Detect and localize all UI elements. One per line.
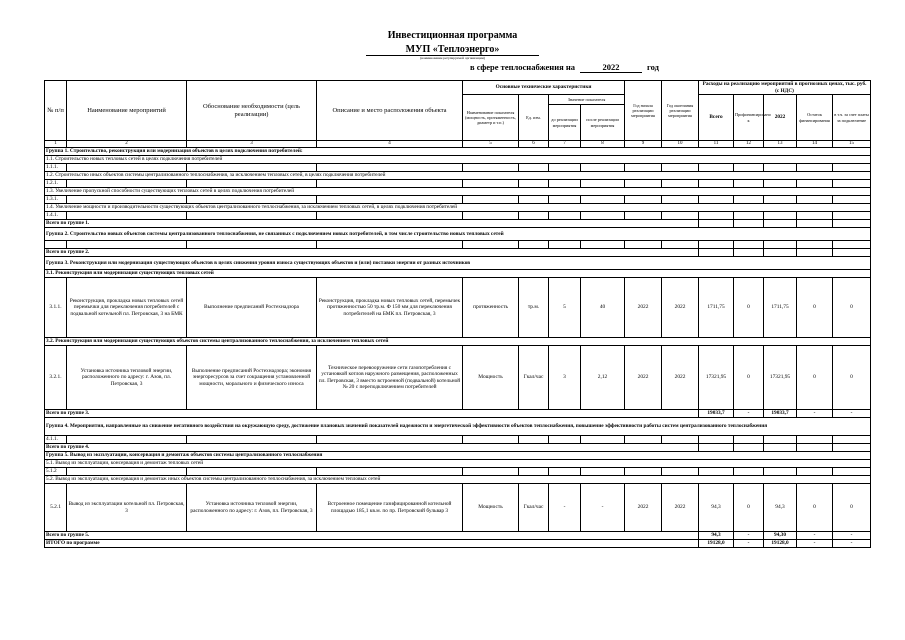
table-cell: 10: [662, 141, 699, 148]
table-cell: [549, 241, 581, 249]
table-cell: [797, 468, 833, 476]
table-cell: [625, 196, 662, 204]
table-cell: [187, 241, 317, 249]
table-cell: [734, 436, 764, 444]
table-cell: Установка источника тепловой энергии, расположенного по адресу: г. Азов, пл. Петровская, 3: [67, 346, 187, 410]
investment-program-table: [44, 80, 871, 548]
table-cell: [699, 444, 734, 452]
table-cell: 94,3: [764, 484, 797, 532]
col-2022: 2022: [764, 95, 797, 141]
table-cell: [734, 164, 764, 172]
table-cell: [519, 468, 549, 476]
table-row: [45, 228, 871, 241]
col-description: Описание и место расположения объекта: [317, 81, 463, 141]
col-remaining: Остаток финансирования: [797, 95, 833, 141]
table-cell: [463, 180, 519, 188]
table-cell: 2: [67, 141, 187, 148]
table-cell: -: [581, 484, 625, 532]
table-cell: [463, 468, 519, 476]
table-cell: [519, 241, 549, 249]
table-cell: [833, 249, 871, 257]
table-cell: [549, 196, 581, 204]
table-cell: [797, 180, 833, 188]
table-cell: [764, 436, 797, 444]
table-cell: [549, 212, 581, 220]
document-title: Инвестиционная программа: [387, 30, 518, 41]
table-cell: протяженность: [463, 278, 519, 338]
table-cell: [187, 180, 317, 188]
table-cell: [45, 241, 67, 249]
col-funded: Профинансировано к: [734, 95, 764, 141]
table-cell: [662, 180, 699, 188]
group-3-total-row: Всего по группе 3. 19033,7 - 19033,7 - -: [45, 410, 871, 418]
table-cell: 0: [734, 278, 764, 338]
table-cell: [317, 468, 463, 476]
table-cell: [797, 444, 833, 452]
table-cell: 3.1.1.: [45, 278, 67, 338]
table-cell: [581, 212, 625, 220]
group-3-title: Группа 3. Реконструкция или модернизация существующих объектов в целях снижения уровня износа существующих объектов и (или) поставки энергии от разных источников: [45, 257, 871, 270]
table-row: [45, 241, 871, 249]
section-5-1: 5.1. Вывод из эксплуатации, консервация и демонтаж тепловых сетей: [45, 460, 871, 468]
table-cell: -: [797, 540, 833, 548]
table-row: [45, 148, 871, 156]
table-row: [45, 156, 871, 164]
table-cell: [625, 180, 662, 188]
table-cell: [519, 212, 549, 220]
table-cell: [519, 436, 549, 444]
table-cell: [67, 196, 187, 204]
table-cell: [67, 212, 187, 220]
table-cell: 5.2.1: [45, 484, 67, 532]
col-values-group: Значение показателя: [549, 95, 625, 105]
table-cell: [463, 241, 519, 249]
table-cell: Реконструкция, прокладка новых тепловых сетей перемычки для переключения потребителей с подвальной котельной пл. Петровская, 3 на БМК: [67, 278, 187, 338]
table-row: [45, 204, 871, 212]
table-cell: [734, 180, 764, 188]
col-unit: Ед. изм.: [519, 95, 549, 141]
table-cell: [519, 180, 549, 188]
table-cell: [764, 212, 797, 220]
table-cell: 94,30: [764, 532, 797, 540]
table-cell: [581, 164, 625, 172]
section-3-2: 3.2. Реконструкция или модернизация существующих объектов системы централизованного теплоснабжения, за исключением тепловых сетей: [45, 338, 871, 346]
table-row: [45, 418, 871, 436]
table-cell: -: [833, 540, 871, 548]
table-cell: 0: [797, 278, 833, 338]
section-3-1: 3.1. Реконструкция или модернизация существующих тепловых сетей: [45, 270, 871, 278]
table-cell: [519, 196, 549, 204]
table-cell: 2022: [625, 346, 662, 410]
table-cell: [67, 180, 187, 188]
table-cell: 94,3: [699, 532, 734, 540]
table-cell: тр.м.: [519, 278, 549, 338]
col-before: до реализации мероприятия: [549, 105, 581, 141]
table-cell: [797, 220, 833, 228]
table-cell: [699, 249, 734, 257]
table-cell: [67, 436, 187, 444]
table-cell: [549, 436, 581, 444]
table-cell: 0: [833, 278, 871, 338]
table-cell: Выполнение предписаний Ростехнадзора; экономия энергоресурсов за счет сокращения установленной мощности, морального и физического износа: [187, 346, 317, 410]
table-cell: -: [797, 410, 833, 418]
table-cell: [317, 180, 463, 188]
table-cell: [625, 164, 662, 172]
table-cell: 4: [317, 141, 463, 148]
table-cell: [662, 196, 699, 204]
table-cell: [317, 196, 463, 204]
table-cell: [797, 212, 833, 220]
table-cell: [699, 220, 734, 228]
table-cell: Мощность: [463, 484, 519, 532]
table-cell: 2,12: [581, 346, 625, 410]
table-cell: [734, 212, 764, 220]
table-cell: 6: [519, 141, 549, 148]
table-cell: -: [734, 540, 764, 548]
table-cell: [699, 468, 734, 476]
group-5-total-row: Всего по группе 5. 94,3 - 94,30 - -: [45, 532, 871, 540]
table-cell: 11: [699, 141, 734, 148]
table-cell: -: [797, 532, 833, 540]
section-1-3: 1.3. Увеличение пропускной способности существующих тепловых сетей в целях подключения потребителей: [45, 188, 871, 196]
table-cell: 2022: [662, 278, 699, 338]
table-cell: [833, 220, 871, 228]
table-cell: Реконструкция, прокладка новых тепловых сетей, перемычек протяженностью 50 тр.м. Ф 150 мм для переключения потребителей на БМК пл. Петровская, 3: [317, 278, 463, 338]
table-cell: [764, 220, 797, 228]
table-cell: 0: [734, 346, 764, 410]
section-1-2: 1.2. Строительство иных объектов системы централизованного теплоснабжения, за исключением тепловых сетей, в целях подключения потребителей: [45, 172, 871, 180]
table-cell: 17321,95: [764, 346, 797, 410]
program-year: 2022: [580, 62, 642, 73]
col-costs-group: Расходы на реализацию мероприятий в прогнозных ценах, тыс. руб. (с НДС): [699, 81, 871, 95]
table-cell: 2022: [662, 346, 699, 410]
organization-name: МУП «Теплоэнерго»: [0, 44, 905, 56]
table-cell: 3: [549, 346, 581, 410]
table-cell: 2022: [662, 484, 699, 532]
table-cell: [581, 241, 625, 249]
table-cell: [699, 164, 734, 172]
table-cell: [699, 436, 734, 444]
table-cell: [187, 164, 317, 172]
table-cell: [833, 436, 871, 444]
table-cell: [67, 241, 187, 249]
table-cell: [67, 468, 187, 476]
table-cell: 5: [549, 278, 581, 338]
group-2-title: Группа 2. Строительство новых объектов системы централизованного теплоснабжения, не связанных с подключением новых потребителей, в том числе строительство новых тепловых сетей: [45, 228, 871, 241]
table-cell: -: [833, 410, 871, 418]
table-cell: 0: [734, 484, 764, 532]
table-cell: [734, 196, 764, 204]
table-cell: [699, 241, 734, 249]
col-after: после реализации мероприятия: [581, 105, 625, 141]
table-cell: [662, 212, 699, 220]
table-cell: -: [549, 484, 581, 532]
col-year-end: Год окончания реализации мероприятия: [662, 81, 699, 141]
table-cell: [67, 164, 187, 172]
table-cell: [699, 196, 734, 204]
table-cell: [734, 468, 764, 476]
table-cell: [833, 468, 871, 476]
table-cell: [581, 180, 625, 188]
col-year-start: Год начала реализации мероприятия: [625, 81, 662, 141]
group-1-total-row: Всего по группе 1.: [45, 220, 871, 228]
col-tech-group: Основные технические характеристики: [463, 81, 625, 95]
column-numbers-row: [45, 141, 871, 148]
col-incl-debt: в т.ч. за счет платы за подключение: [833, 95, 871, 141]
table-cell: Выполнение предписаний Ростехнадзора: [187, 278, 317, 338]
table-row: [45, 338, 871, 346]
table-row: 1.2.1.: [45, 180, 871, 188]
col-justification: Обоснование необходимости (цель реализации): [187, 81, 317, 141]
table-cell: [317, 212, 463, 220]
table-cell: [797, 241, 833, 249]
group-4-total-row: Всего по группе 4.: [45, 444, 871, 452]
table-cell: 0: [833, 484, 871, 532]
table-cell: [833, 164, 871, 172]
table-cell: -: [734, 410, 764, 418]
table-cell: 40: [581, 278, 625, 338]
table-cell: [734, 249, 764, 257]
organization-note: (наименование регулируемой организации): [420, 56, 485, 60]
section-1-4: 1.4. Увеличение мощности и производительности существующих объектов централизованного теплоснабжения, за исключением тепловых сетей, в целях подключения потребителей: [45, 204, 871, 212]
table-cell: [797, 249, 833, 257]
table-row: 4.1.1.: [45, 436, 871, 444]
table-cell: 2022: [625, 484, 662, 532]
table-cell: 1711,75: [764, 278, 797, 338]
table-cell: [764, 249, 797, 257]
table-cell: [317, 164, 463, 172]
table-cell: [463, 164, 519, 172]
col-total: Всего: [699, 95, 734, 141]
table-cell: 0: [833, 346, 871, 410]
table-cell: 3.2.1.: [45, 346, 67, 410]
table-cell: 1: [45, 141, 67, 148]
table-cell: 19033,7: [764, 410, 797, 418]
group-1-title: Группа 1. Строительство, реконструкция или модернизация объектов в целях подключения потребителей:: [45, 148, 871, 156]
table-cell: [734, 444, 764, 452]
table-cell: [699, 180, 734, 188]
table-row: [45, 257, 871, 270]
table-cell: 2022: [625, 278, 662, 338]
table-cell: [734, 220, 764, 228]
table-cell: -: [833, 532, 871, 540]
table-cell: 0: [797, 484, 833, 532]
table-cell: [187, 468, 317, 476]
table-row: 1.4.1.: [45, 212, 871, 220]
table-cell: [581, 196, 625, 204]
table-cell: [549, 468, 581, 476]
table-cell: [764, 180, 797, 188]
table-cell: Гкал/час: [519, 346, 549, 410]
col-indicator: Наименование показателя (мощность, протяженность, диаметр и т.п.): [463, 95, 519, 141]
table-cell: [833, 180, 871, 188]
table-row: [45, 172, 871, 180]
table-cell: 5: [463, 141, 519, 148]
table-row: [45, 81, 871, 95]
table-cell: 19033,7: [699, 410, 734, 418]
table-cell: [662, 241, 699, 249]
table-cell: [317, 241, 463, 249]
group-4-title: Группа 4. Мероприятия, направленные на снижение негативного воздействия на окружающую среду, достижение плановых значений показателей надежности и энергетической эффективности объектов теплоснабжения, повышение эффективности работы систем централизованного теплоснабжения: [45, 418, 871, 436]
table-cell: [699, 212, 734, 220]
table-cell: [833, 444, 871, 452]
group-5-title: Группа 5. Вывод из эксплуатации, консервация и демонтаж объектов системы централизованного теплоснабжения: [45, 452, 871, 460]
table-cell: [581, 436, 625, 444]
table-row: 1.3.1.: [45, 196, 871, 204]
table-cell: [463, 196, 519, 204]
col-name: Наименование мероприятий: [67, 81, 187, 141]
table-row-5-2-1: [45, 484, 871, 532]
table-cell: [463, 436, 519, 444]
table-cell: 15: [833, 141, 871, 148]
table-cell: [187, 212, 317, 220]
table-cell: [662, 436, 699, 444]
table-cell: [187, 196, 317, 204]
table-cell: Гкал/час: [519, 484, 549, 532]
table-row: [45, 460, 871, 468]
table-cell: 94,3: [699, 484, 734, 532]
table-cell: [625, 241, 662, 249]
table-cell: [187, 436, 317, 444]
table-cell: [625, 212, 662, 220]
table-cell: [662, 164, 699, 172]
table-row: [45, 476, 871, 484]
table-row-3-2-1: [45, 346, 871, 410]
table-cell: [764, 468, 797, 476]
table-cell: [833, 196, 871, 204]
col-number: № п/п: [45, 81, 67, 141]
table-cell: [833, 241, 871, 249]
table-cell: 9: [625, 141, 662, 148]
table-cell: 1711,75: [699, 278, 734, 338]
grand-total-row: ИТОГО по программе 19128,0 - 19128,0 - -: [45, 540, 871, 548]
table-cell: [549, 180, 581, 188]
table-cell: [463, 212, 519, 220]
table-cell: 17321,95: [699, 346, 734, 410]
table-cell: Мощность: [463, 346, 519, 410]
table-cell: [662, 468, 699, 476]
table-cell: [625, 468, 662, 476]
table-cell: Установка источника тепловой энергии, расположенного по адресу: г. Азов, пл. Петровская, 3: [187, 484, 317, 532]
table-cell: [734, 241, 764, 249]
section-5-2: 5.2. Вывод из эксплуатации, консервация и демонтаж иных объектов системы централизованного теплоснабжения, за исключением тепловых сетей: [45, 476, 871, 484]
table-cell: [764, 164, 797, 172]
group-2-total-row: Всего по группе 2.: [45, 249, 871, 257]
table-cell: 7: [549, 141, 581, 148]
table-cell: [519, 164, 549, 172]
table-cell: 19128,0: [764, 540, 797, 548]
table-cell: 19128,0: [699, 540, 734, 548]
table-row: [45, 270, 871, 278]
table-cell: [625, 436, 662, 444]
table-cell: [797, 196, 833, 204]
table-cell: Встроенное помещение газифицированной котельной площадью 185,1 кв.м. по пр. Петровский бульвар 3: [317, 484, 463, 532]
table-cell: 8: [581, 141, 625, 148]
section-1-1: 1.1. Строительство новых тепловых сетей в целях подключения потребителей: [45, 156, 871, 164]
table-cell: Техническое перевооружение сети газопотребления с установкой котлов наружного размещения, расположенных пл. Петровская, 3 вместо встроенной (подвальной) котельной № 20 с переподключением потребителей: [317, 346, 463, 410]
table-row: [45, 188, 871, 196]
table-cell: 14: [797, 141, 833, 148]
table-cell: [797, 436, 833, 444]
table-row: 5.1.2: [45, 468, 871, 476]
table-cell: [797, 164, 833, 172]
table-cell: 12: [734, 141, 764, 148]
table-row: 1.1.1.: [45, 164, 871, 172]
table-cell: [581, 468, 625, 476]
table-cell: 0: [797, 346, 833, 410]
table-cell: Вывод из эксплуатации котельной пл. Петровская, 3: [67, 484, 187, 532]
table-row-3-1-1: [45, 278, 871, 338]
table-cell: [764, 444, 797, 452]
table-cell: [764, 196, 797, 204]
table-row: [45, 452, 871, 460]
sphere-line: в сфере теплоснабжения на 2022 год: [470, 62, 659, 72]
table-cell: [764, 241, 797, 249]
table-cell: -: [734, 532, 764, 540]
table-cell: 3: [187, 141, 317, 148]
table-cell: [317, 436, 463, 444]
table-cell: 13: [764, 141, 797, 148]
table-cell: [549, 164, 581, 172]
table-cell: [833, 212, 871, 220]
